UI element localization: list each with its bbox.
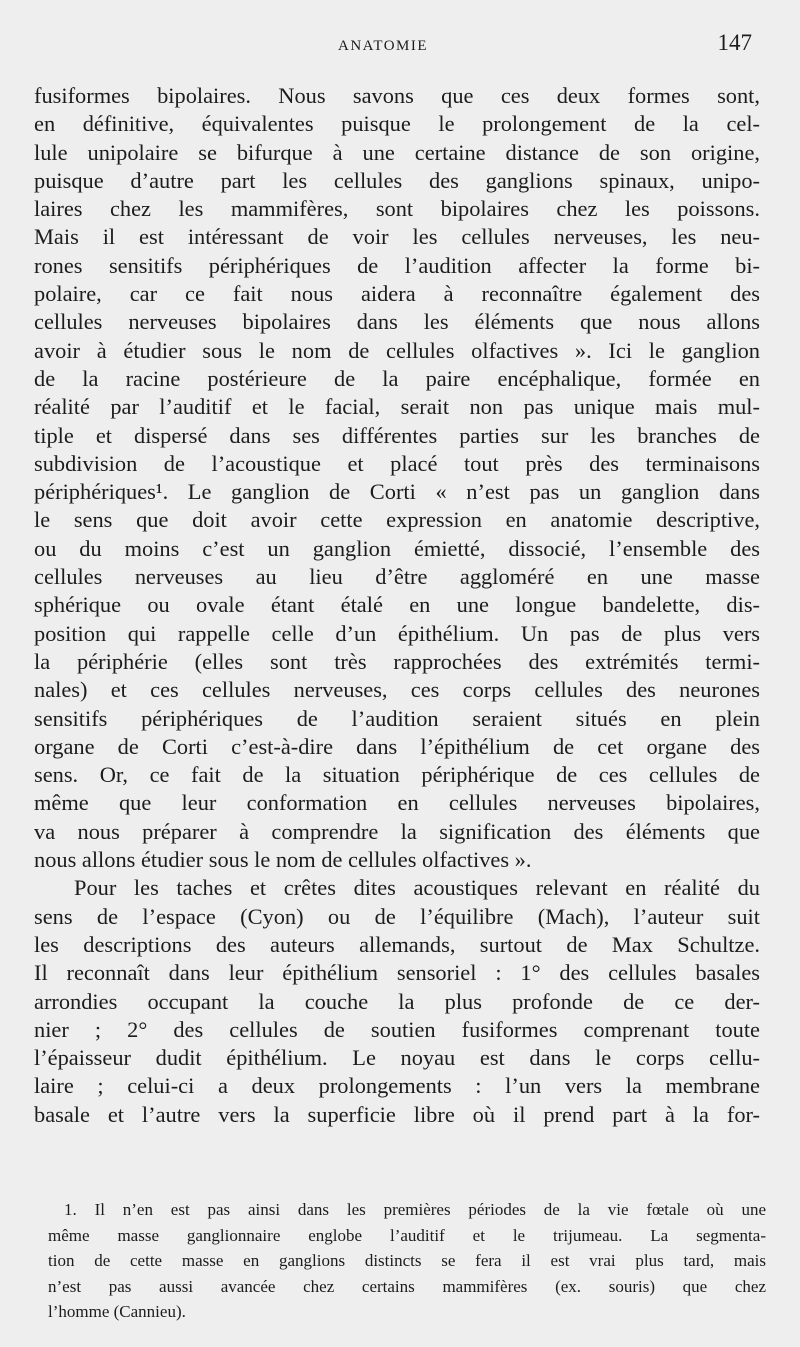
text-line: fusiformes bipolaires. Nous savons que ces deux formes sont,	[34, 83, 760, 108]
text-line: sphérique ou ovale étant étalé en une longue bandelette, dis-	[34, 592, 760, 618]
footnote-line: n’est pas aussi avancée chez certains mammifères (ex. souris) que chez	[48, 1276, 766, 1296]
text-line: arrondies occupant la couche la plus profonde de ce der-	[34, 988, 760, 1014]
text-line: sens. Or, ce fait de la situation périphérique de ces cellules de	[34, 762, 760, 788]
text-line: va nous préparer à comprendre la signification des éléments que	[34, 818, 760, 844]
running-header	[0, 30, 800, 60]
footnote-line: même masse ganglionnaire englobe l’auditif et le trijumeau. La segmenta-	[48, 1225, 766, 1245]
text-line: sensitifs périphériques de l’audition seraient situés en plein	[34, 705, 760, 731]
text-line: avoir à étudier sous le nom de cellules olfactives ». Ici le ganglion	[34, 337, 760, 363]
footnote-line: tion de cette masse en ganglions distincts se fera il est vrai plus tard, mais	[48, 1251, 766, 1270]
text-line: laire ; celui-ci a deux prolongements : l’un vers la membrane	[34, 1073, 760, 1099]
text-line: ou du moins c’est un ganglion émietté, dissocié, l’ensemble des	[34, 535, 760, 561]
text-line: l’épaisseur dudit épithélium. Le noyau est dans le corps cellu-	[34, 1045, 760, 1071]
text-line: réalité par l’auditif et le facial, serait non pas unique mais mul-	[34, 394, 760, 420]
text-line: cellules nerveuses au lieu d’être aggloméré en une masse	[34, 564, 760, 590]
text-line: nier ; 2° des cellules de soutien fusiformes comprenant toute	[34, 1016, 760, 1042]
main-text	[34, 82, 760, 1129]
text-line: subdivision de l’acoustique et placé tout près des terminaisons	[34, 450, 760, 476]
text-line: nous allons étudier sous le nom de cellules olfactives ».	[34, 847, 532, 873]
page-number: 147	[717, 30, 752, 55]
footnote-line: 1. Il n’en est pas ainsi dans les premières périodes de la vie fœtale où une	[64, 1200, 766, 1219]
text-line: organe de Corti c’est-à-dire dans l’épithélium de cet organe des	[34, 733, 760, 759]
text-line: position qui rappelle celle d’un épithélium. Un pas de plus vers	[34, 620, 760, 646]
text-line: basale et l’autre vers la superficie libre où il prend part à la for-	[34, 1101, 760, 1127]
text-line: en définitive, équivalentes puisque le prolongement de la cel-	[34, 111, 760, 137]
footnote	[48, 1197, 766, 1325]
text-line: cellules nerveuses bipolaires dans les éléments que nous allons	[34, 309, 760, 335]
text-line: lule unipolaire se bifurque à une certaine distance de son origine,	[34, 139, 760, 165]
running-title: ANATOMIE	[338, 38, 429, 54]
text-line: Mais il est intéressant de voir les cellules nerveuses, les neu-	[34, 224, 760, 250]
text-line: la périphérie (elles sont très rapprochées des extrémités termi-	[34, 648, 760, 674]
footnote-line: l’homme (Cannieu).	[48, 1302, 186, 1321]
text-line: tiple et dispersé dans ses différentes parties sur les branches de	[34, 422, 760, 448]
text-line: le sens que doit avoir cette expression en anatomie descriptive,	[34, 507, 760, 533]
text-line: polaire, car ce fait nous aidera à reconnaître également des	[34, 281, 760, 307]
text-line: laires chez les mammifères, sont bipolaires chez les poissons.	[34, 196, 760, 222]
text-line: nales) et ces cellules nerveuses, ces corps cellules des neurones	[34, 677, 760, 703]
text-line: les descriptions des auteurs allemands, surtout de Max Schultze.	[34, 931, 760, 957]
text-line: rones sensitifs périphériques de l’audition affecter la forme bi-	[34, 252, 760, 278]
text-line: périphériques¹. Le ganglion de Corti « n’est pas un ganglion dans	[34, 479, 760, 505]
text-line: même que leur conformation en cellules nerveuses bipolaires,	[34, 790, 760, 816]
text-line: Pour les taches et crêtes dites acoustiques relevant en réalité du	[74, 875, 760, 901]
text-line: de la racine postérieure de la paire encéphalique, formée en	[34, 365, 760, 391]
text-line: sens de l’espace (Cyon) ou de l’équilibre (Mach), l’auteur suit	[34, 903, 760, 929]
text-line: puisque d’autre part les cellules des ganglions spinaux, unipo-	[34, 167, 760, 193]
text-line: Il reconnaît dans leur épithélium sensoriel : 1° des cellules basales	[34, 960, 760, 986]
